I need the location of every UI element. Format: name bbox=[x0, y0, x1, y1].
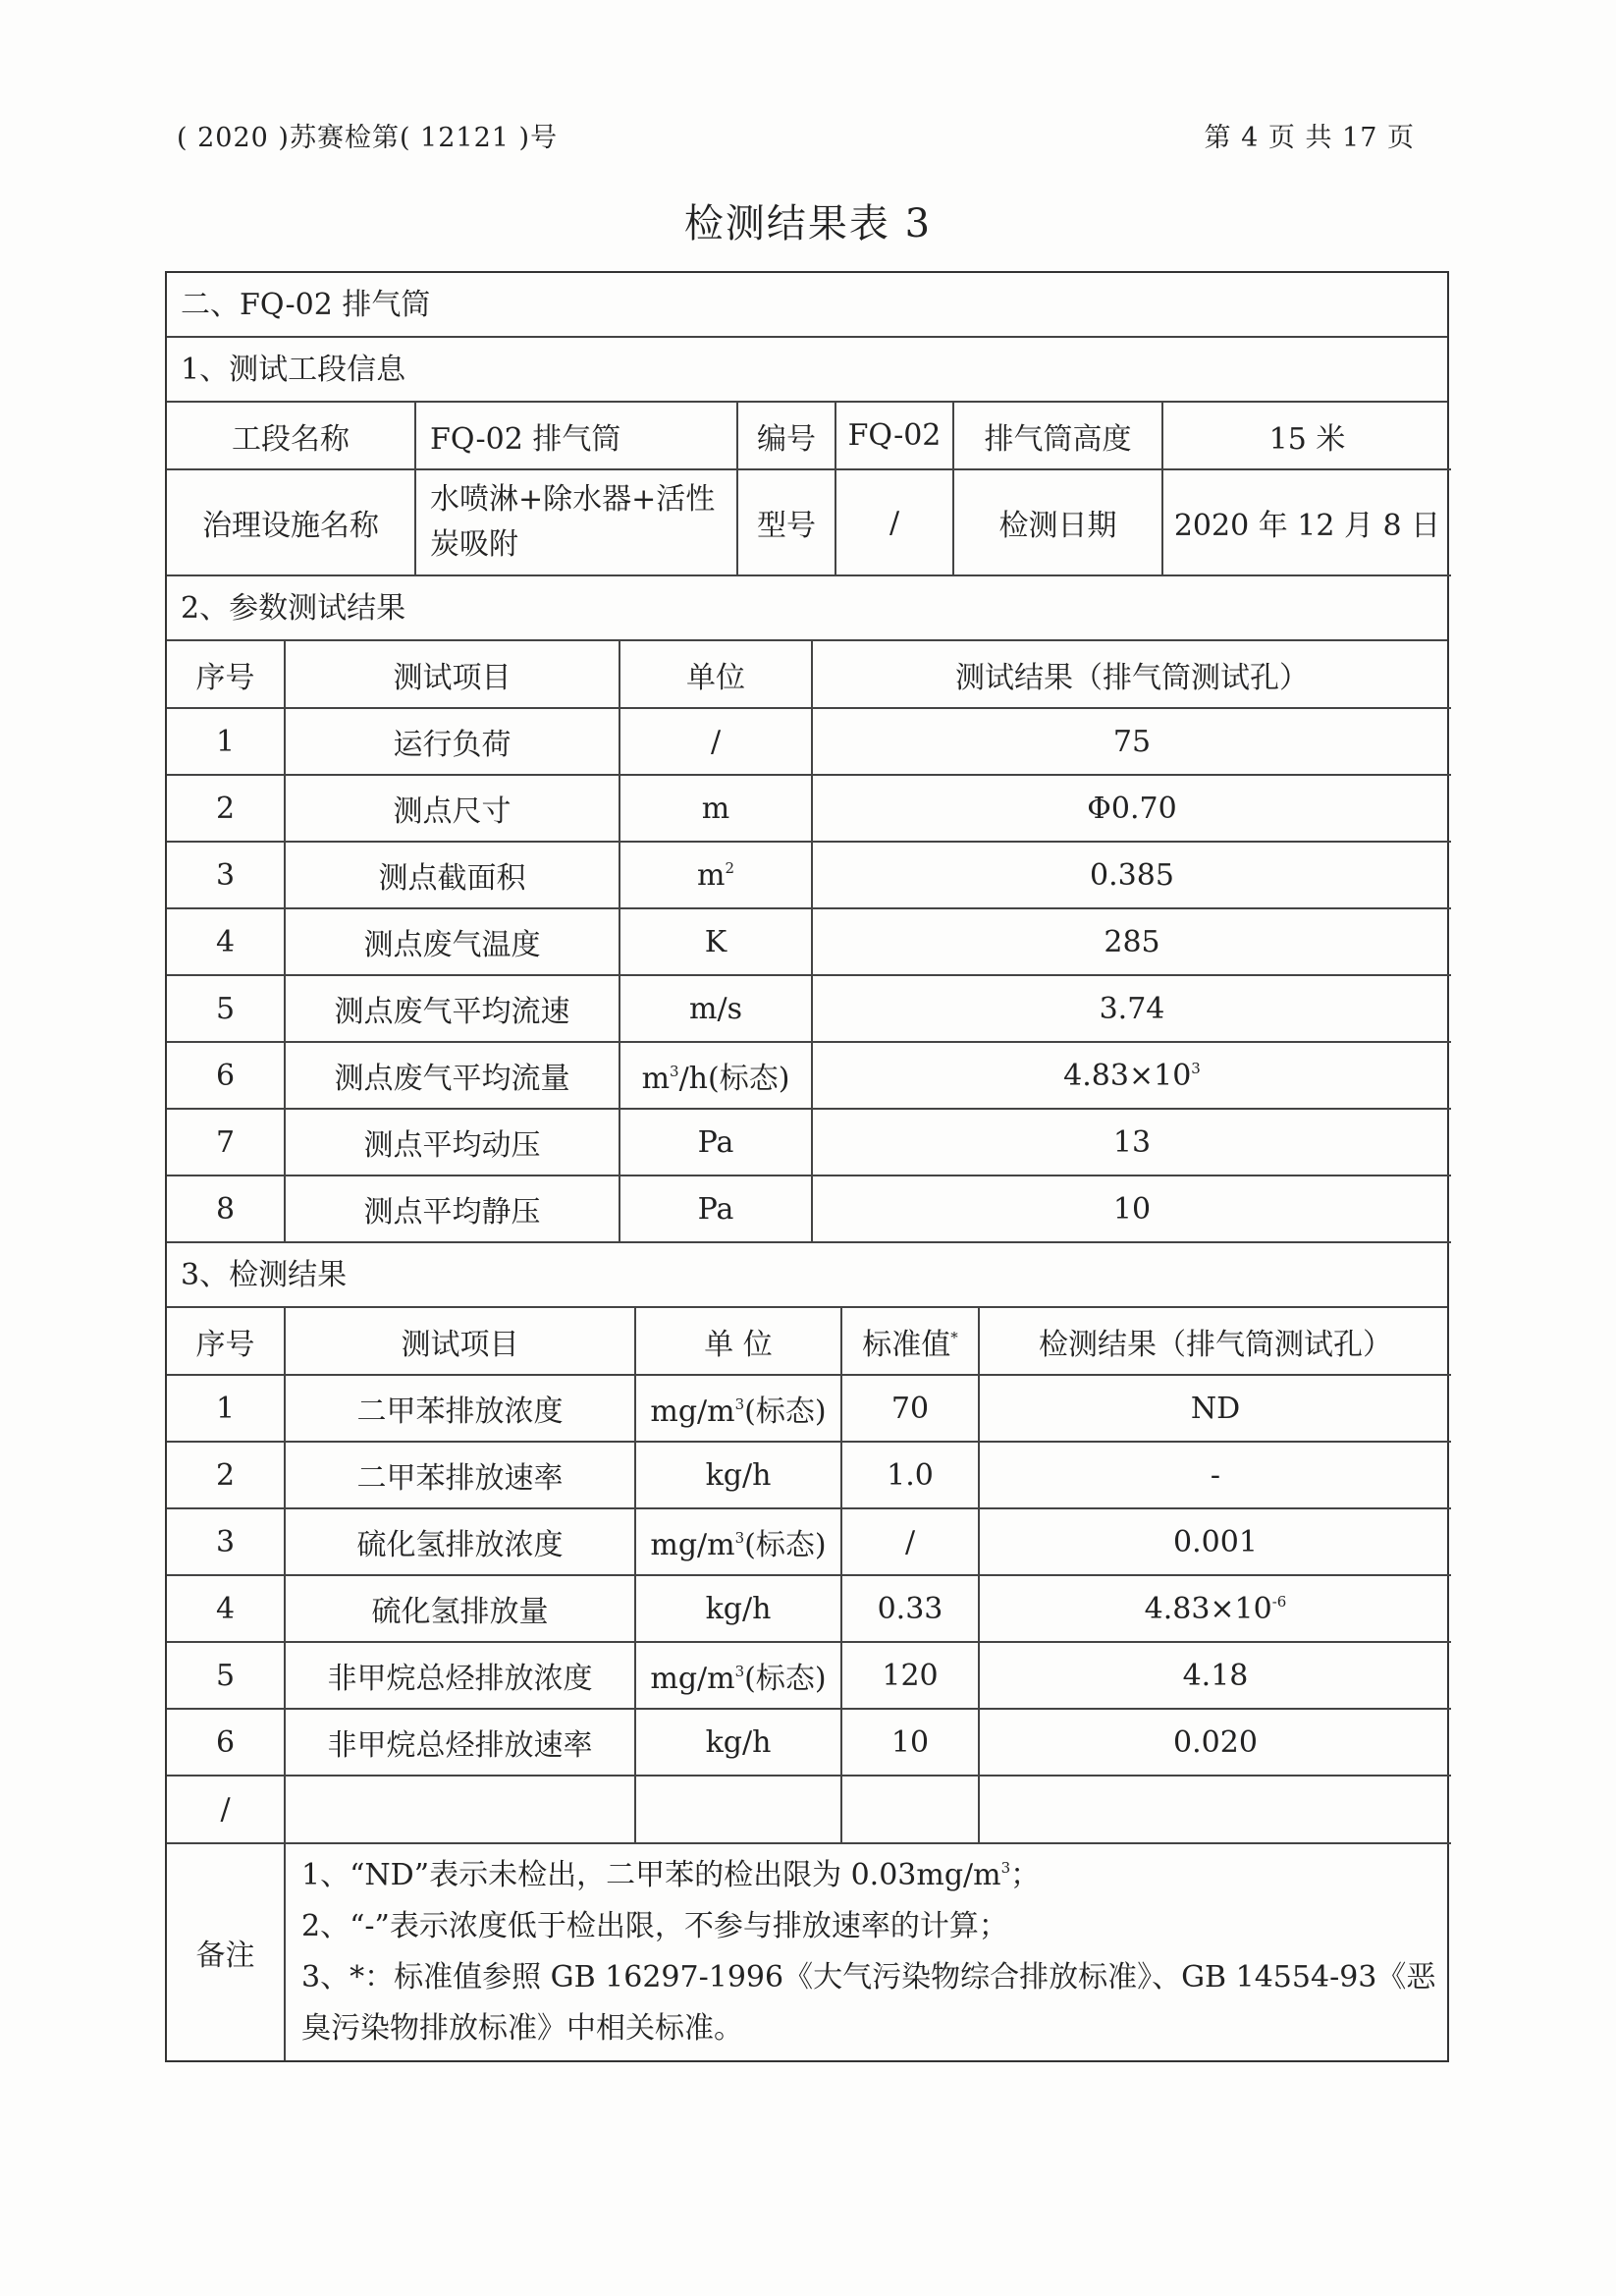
unit-suffix: (标态) bbox=[744, 1394, 827, 1429]
row-item: 测点废气温度 bbox=[285, 908, 619, 975]
info-key: 检测日期 bbox=[953, 469, 1162, 575]
note-line-3: 3、*：标准值参照 GB 16297-1996《大气污染物综合排放标准》、GB 14554-93《恶臭污染物排放标准》中相关标准。 bbox=[301, 1960, 1436, 2046]
row-result: 0.385 bbox=[812, 842, 1451, 908]
column-header: 序号 bbox=[167, 641, 285, 708]
result-exponent: -6 bbox=[1271, 1592, 1287, 1611]
unit-exponent: 3 bbox=[734, 1663, 745, 1680]
row-item: 二甲苯排放浓度 bbox=[285, 1375, 635, 1442]
parameter-table bbox=[167, 641, 1451, 1243]
row-unit bbox=[619, 842, 812, 908]
row-item: 测点平均动压 bbox=[285, 1109, 619, 1175]
note-line-1 bbox=[301, 1850, 1441, 1901]
unit-exponent: 3 bbox=[734, 1395, 745, 1413]
column-header: 检测结果（排气筒测试孔） bbox=[979, 1308, 1451, 1375]
column-header: 测试结果（排气筒测试孔） bbox=[812, 641, 1451, 708]
notes-row bbox=[167, 1843, 1451, 2060]
row-result: Φ0.70 bbox=[812, 775, 1451, 842]
result-table-frame bbox=[165, 271, 1449, 2062]
row-number: 5 bbox=[167, 975, 285, 1042]
row-item: 非甲烷总烃排放浓度 bbox=[285, 1642, 635, 1709]
row-number: 1 bbox=[167, 708, 285, 775]
unit-suffix: /h(标态) bbox=[678, 1062, 790, 1096]
table-row bbox=[167, 1575, 1451, 1642]
row-result bbox=[979, 1575, 1451, 1642]
row-standard: 10 bbox=[841, 1709, 979, 1776]
section3-title: 3、检测结果 bbox=[167, 1243, 1447, 1308]
row-unit: Pa bbox=[619, 1175, 812, 1242]
row-item bbox=[285, 1776, 635, 1842]
info-row bbox=[167, 469, 1451, 575]
section-info-table bbox=[167, 403, 1451, 576]
table-row bbox=[167, 1709, 1451, 1776]
row-unit bbox=[619, 1042, 812, 1109]
table-row bbox=[167, 1109, 1451, 1175]
row-unit: m/s bbox=[619, 975, 812, 1042]
unit-base: mg/m bbox=[650, 1528, 735, 1562]
table-row bbox=[167, 842, 1451, 908]
table-row bbox=[167, 708, 1451, 775]
standard-footnote-mark: * bbox=[950, 1328, 958, 1346]
row-number: 3 bbox=[167, 842, 285, 908]
row-standard bbox=[841, 1776, 979, 1842]
section-main-title: 二、FQ-02 排气筒 bbox=[167, 273, 1447, 338]
column-header: 单 位 bbox=[635, 1308, 841, 1375]
row-unit: kg/h bbox=[635, 1442, 841, 1508]
row-number: 6 bbox=[167, 1709, 285, 1776]
table-row bbox=[167, 1442, 1451, 1508]
row-result: 75 bbox=[812, 708, 1451, 775]
section1-title: 1、测试工段信息 bbox=[167, 338, 1447, 403]
column-header: 测试项目 bbox=[285, 641, 619, 708]
standard-header-text: 标准值 bbox=[862, 1327, 951, 1362]
result-base: 4.83×10 bbox=[1144, 1591, 1272, 1626]
row-result: 285 bbox=[812, 908, 1451, 975]
info-key: 排气筒高度 bbox=[953, 403, 1162, 469]
table-row bbox=[167, 1508, 1451, 1575]
table-header-row bbox=[167, 641, 1451, 708]
info-key: 型号 bbox=[737, 469, 835, 575]
row-number: 8 bbox=[167, 1175, 285, 1242]
info-value: 水喷淋+除水器+活性炭吸附 bbox=[415, 469, 737, 575]
row-result: 10 bbox=[812, 1175, 1451, 1242]
table-row bbox=[167, 1042, 1451, 1109]
table-row bbox=[167, 1375, 1451, 1442]
unit-suffix: (标态) bbox=[744, 1662, 827, 1696]
row-item: 非甲烷总烃排放速率 bbox=[285, 1709, 635, 1776]
row-result: ND bbox=[979, 1375, 1451, 1442]
row-result: 0.020 bbox=[979, 1709, 1451, 1776]
row-unit: m bbox=[619, 775, 812, 842]
info-value: / bbox=[835, 469, 953, 575]
row-unit: Pa bbox=[619, 1109, 812, 1175]
row-number: 4 bbox=[167, 908, 285, 975]
note-1-end: ； bbox=[1010, 1858, 1041, 1892]
unit-base: m bbox=[641, 1062, 671, 1096]
notes-table bbox=[167, 1842, 1451, 2060]
row-number: 2 bbox=[167, 775, 285, 842]
row-standard: 70 bbox=[841, 1375, 979, 1442]
info-key: 治理设施名称 bbox=[167, 469, 415, 575]
row-number: 4 bbox=[167, 1575, 285, 1642]
row-result: 3.74 bbox=[812, 975, 1451, 1042]
info-value: 2020 年 12 月 8 日 bbox=[1162, 469, 1451, 575]
note-1-text: 1、“ND”表示未检出，二甲苯的检出限为 0.03mg/m bbox=[301, 1858, 1001, 1892]
row-standard: / bbox=[841, 1508, 979, 1575]
table-row bbox=[167, 975, 1451, 1042]
info-row bbox=[167, 403, 1451, 469]
table-row bbox=[167, 1776, 1451, 1842]
notes-content bbox=[285, 1843, 1451, 2060]
row-item: 测点废气平均流量 bbox=[285, 1042, 619, 1109]
row-unit: K bbox=[619, 908, 812, 975]
column-header: 序号 bbox=[167, 1308, 285, 1375]
row-unit: kg/h bbox=[635, 1709, 841, 1776]
row-number: 6 bbox=[167, 1042, 285, 1109]
row-number: 2 bbox=[167, 1442, 285, 1508]
info-key: 工段名称 bbox=[167, 403, 415, 469]
detection-table bbox=[167, 1308, 1451, 1842]
column-header: 测试项目 bbox=[285, 1308, 635, 1375]
table-row bbox=[167, 775, 1451, 842]
unit-exponent: 3 bbox=[734, 1529, 745, 1547]
row-result: - bbox=[979, 1442, 1451, 1508]
row-unit bbox=[635, 1375, 841, 1442]
row-unit bbox=[635, 1776, 841, 1842]
row-item: 二甲苯排放速率 bbox=[285, 1442, 635, 1508]
table-row bbox=[167, 1175, 1451, 1242]
row-result: 0.001 bbox=[979, 1508, 1451, 1575]
note-line-2: 2、“-”表示浓度低于检出限，不参与排放速率的计算； bbox=[301, 1909, 1008, 1943]
info-key: 编号 bbox=[737, 403, 835, 469]
column-header: 单位 bbox=[619, 641, 812, 708]
info-value: FQ-02 排气筒 bbox=[415, 403, 737, 469]
page-title: 检测结果表 3 bbox=[683, 201, 933, 246]
column-header bbox=[841, 1308, 979, 1375]
row-unit bbox=[635, 1508, 841, 1575]
row-unit bbox=[635, 1642, 841, 1709]
row-item: 硫化氢排放量 bbox=[285, 1575, 635, 1642]
result-exponent: 3 bbox=[1191, 1059, 1201, 1077]
unit-exponent: 3 bbox=[670, 1063, 679, 1080]
row-unit: / bbox=[619, 708, 812, 775]
page-number: 第 4 页 共 17 页 bbox=[1204, 123, 1415, 153]
unit-base: m bbox=[697, 857, 726, 893]
row-result bbox=[979, 1776, 1451, 1842]
row-unit: kg/h bbox=[635, 1575, 841, 1642]
row-item: 测点截面积 bbox=[285, 842, 619, 908]
row-result bbox=[812, 1042, 1451, 1109]
row-item: 硫化氢排放浓度 bbox=[285, 1508, 635, 1575]
row-item: 运行负荷 bbox=[285, 708, 619, 775]
info-value: 15 米 bbox=[1162, 403, 1451, 469]
unit-exponent: 2 bbox=[725, 858, 734, 877]
row-standard: 120 bbox=[841, 1642, 979, 1709]
row-item: 测点废气平均流速 bbox=[285, 975, 619, 1042]
row-number: 3 bbox=[167, 1508, 285, 1575]
row-standard: 1.0 bbox=[841, 1442, 979, 1508]
result-base: 4.83×10 bbox=[1063, 1058, 1192, 1093]
notes-label: 备注 bbox=[167, 1843, 285, 2060]
table-row bbox=[167, 1642, 1451, 1709]
note-1-exponent: 3 bbox=[1000, 1859, 1011, 1877]
info-value: FQ-02 bbox=[835, 403, 953, 469]
unit-base: mg/m bbox=[650, 1662, 735, 1696]
row-result: 13 bbox=[812, 1109, 1451, 1175]
table-header-row bbox=[167, 1308, 1451, 1375]
report-number: ( 2020 )苏赛检第( 12121 )号 bbox=[177, 123, 559, 153]
row-number: / bbox=[167, 1776, 285, 1842]
section2-title: 2、参数测试结果 bbox=[167, 576, 1447, 641]
row-item: 测点尺寸 bbox=[285, 775, 619, 842]
row-number: 7 bbox=[167, 1109, 285, 1175]
row-item: 测点平均静压 bbox=[285, 1175, 619, 1242]
row-result: 4.18 bbox=[979, 1642, 1451, 1709]
row-number: 1 bbox=[167, 1375, 285, 1442]
row-number: 5 bbox=[167, 1642, 285, 1709]
unit-base: mg/m bbox=[650, 1394, 735, 1429]
row-standard: 0.33 bbox=[841, 1575, 979, 1642]
table-row bbox=[167, 908, 1451, 975]
unit-suffix: (标态) bbox=[744, 1528, 827, 1562]
